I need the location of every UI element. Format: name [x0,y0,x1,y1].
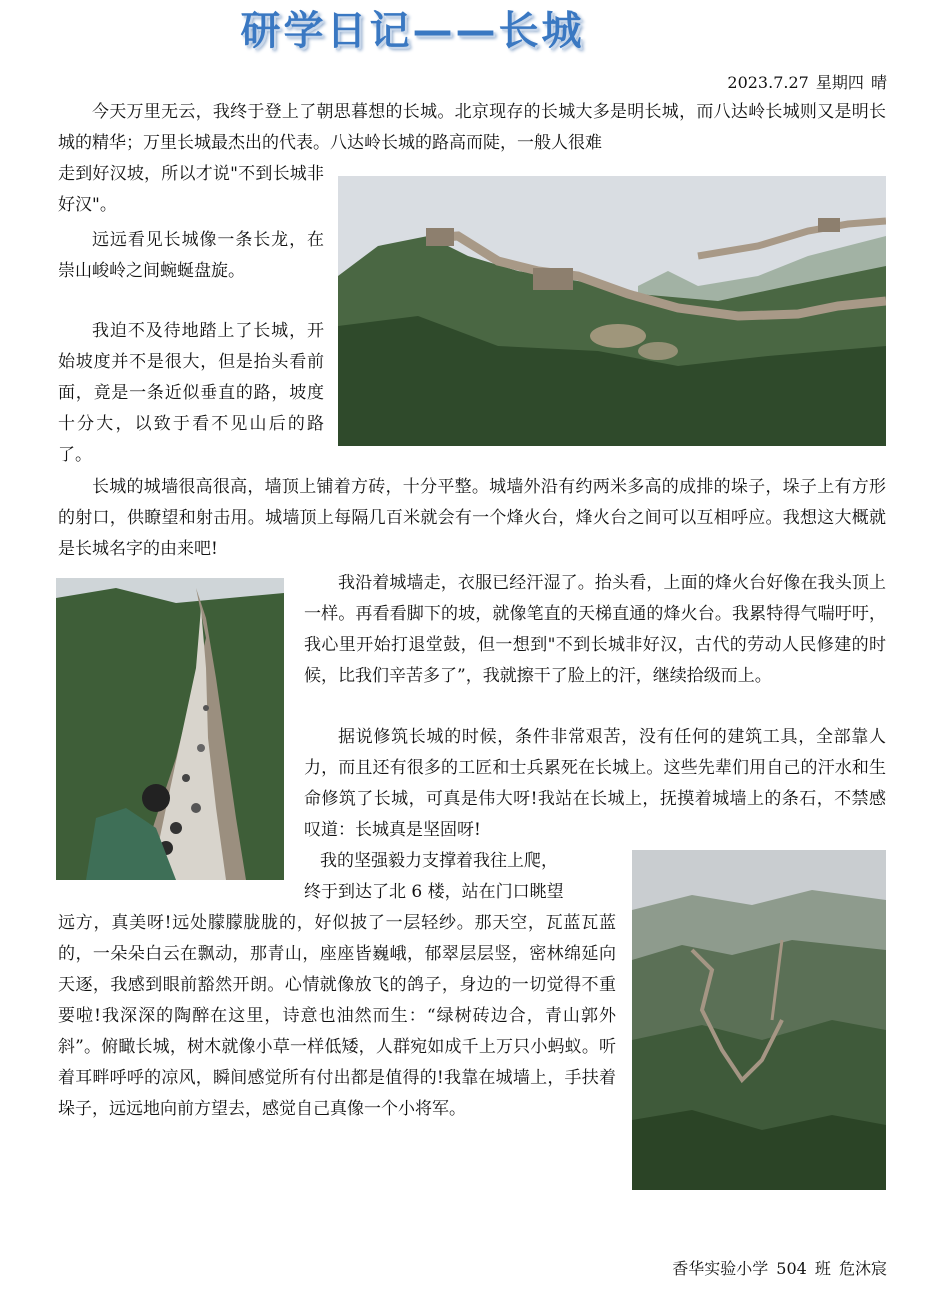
paragraph-4: 长城的城墙很高很高，墙顶上铺着方砖，十分平整。城墙外沿有约两米多高的成排的垛子，垛子上有方形的射口，供瞭望和射击用。城墙顶上每隔几百米就会有一个烽火台，烽火台之间可以互相呼应。我想这大概就是长城名字的由来吧! [58,477,886,559]
paragraph-2: 远远看见长城像一条长龙，在崇山峻岭之间蜿蜒盘旋。 [58,230,324,281]
crowd-climbing-wall-photo [56,578,284,880]
great-wall-landscape-photo [338,176,886,446]
paragraph-7-body: 远方，真美呀!远处朦朦胧胧的，好似披了一层轻纱。那天空，瓦蓝瓦蓝的，一朵朵白云在飘动，那青山，座座皆巍峨，郁翠层层竖，密林绵延向天逐，我感到眼前豁然开朗。心情就像放飞的鸽子，身边的一切觉得不重要啦!我深深的陶醉在这里，诗意也油然而生：“绿树砖边合，青山郭外斜”。俯瞰长城，树木就像小草一样低矮，人群宛如成千上万只小蚂蚁。听着耳畔呼呼的凉风，瞬间感觉所有付出都是值得的!我靠在城墙上，手扶着垛子，远远地向前方望去，感觉自己真像一个小将军。 [58,913,616,1119]
paragraph-1: 今天万里无云，我终于登上了朝思暮想的长城。北京现存的长城大多是明长城，而八达岭长城则又是明长城的精华；万里长城最杰出的代表。八达岭长城的路高而陡，一般人很难 [58,102,886,153]
page-title: 研学日记——长城 [240,8,585,54]
paragraph-1-continued: 走到好汉坡，所以才说"不到长城非好汉"。 [58,164,324,215]
paragraph-6: 据说修筑长城的时候，条件非常艰苦，没有任何的建筑工具，全部靠人力，而且还有很多的工匠和士兵累死在长城上。这些先辈们用自己的汗水和生命修筑了长城，可真是伟大呀!我站在长城上，抚摸着城墙上的条石，不禁感叹道：长城真是坚固呀! [304,727,886,840]
misty-mountain-wall-photo [632,850,886,1190]
footer-signature: 香华实验小学 504 班 危沐宸 [672,1259,887,1278]
paragraph-7-line-2: 终于到达了北 6 楼，站在门口眺望 [304,882,564,902]
paragraph-3: 我迫不及待地踏上了长城，开始坡度并不是很大，但是抬头看前面，竟是一条近似垂直的路，坡度十分大，以致于看不见山后的路了。 [58,321,324,465]
paragraph-7-line-1: 我的坚强毅力支撑着我往上爬， [320,851,558,871]
paragraph-5: 我沿着城墙走，衣服已经汗湿了。抬头看，上面的烽火台好像在我头顶上一样。再看看脚下的坡，就像笔直的天梯直通的烽火台。我累特得气喘吁吁，我心里开始打退堂鼓，但一想到"不到长城非好汉，古代的劳动人民修建的时候，比我们辛苦多了”，我就擦干了脸上的汗，继续拾级而上。 [304,573,886,686]
date-line: 2023.7.27 星期四 晴 [727,73,887,92]
